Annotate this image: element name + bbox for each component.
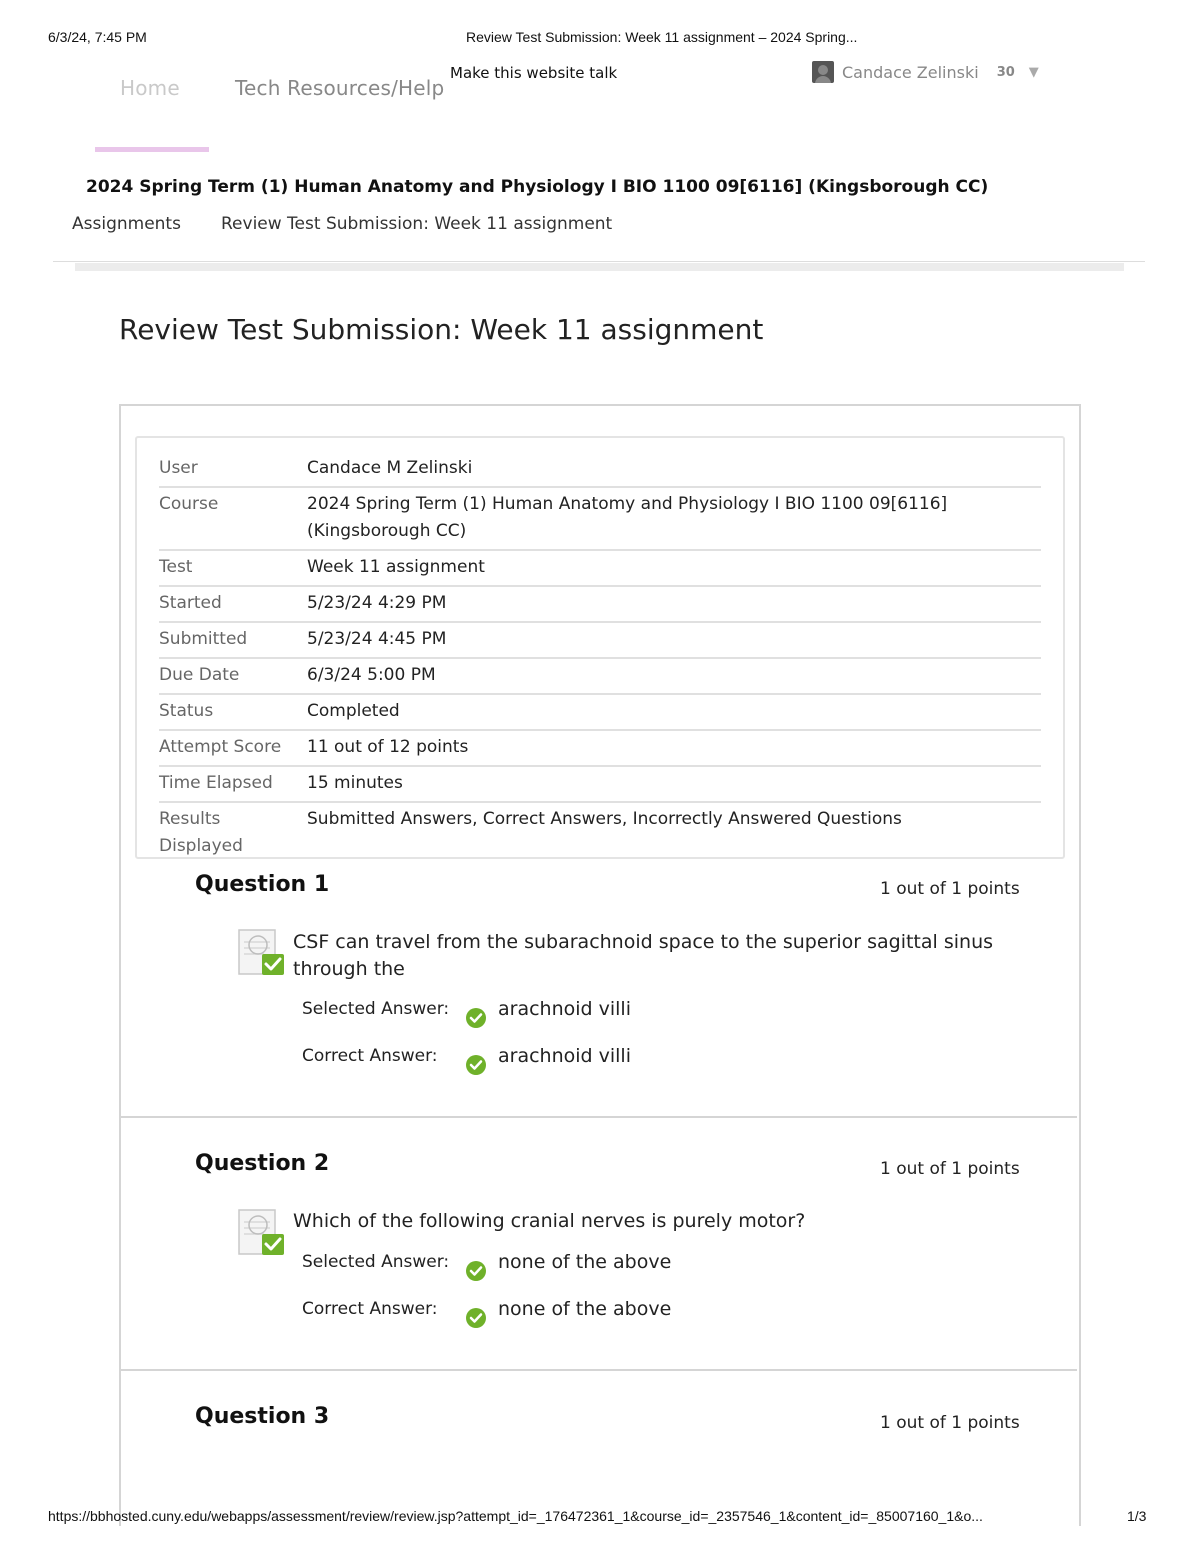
detail-value: Candace M Zelinski: [307, 458, 473, 478]
selected-answer-value: none of the above: [498, 1251, 672, 1273]
check-icon: [465, 1260, 487, 1282]
detail-row-due-date: [159, 659, 1041, 695]
content-top-bar: [75, 263, 1124, 271]
detail-row-started: [159, 587, 1041, 623]
correct-answer-label: Correct Answer:: [302, 1046, 438, 1066]
detail-label: User: [159, 458, 198, 478]
question-1-points: 1 out of 1 points: [880, 879, 1020, 899]
chevron-down-icon[interactable]: ▼: [1028, 64, 1039, 80]
question-2-points: 1 out of 1 points: [880, 1159, 1020, 1179]
detail-label: Started: [159, 593, 222, 613]
detail-row-user: [159, 452, 1041, 488]
avatar: [812, 61, 834, 83]
breadcrumb-assignments[interactable]: Assignments: [72, 214, 181, 234]
question-1-title: Question 1: [195, 872, 330, 897]
detail-label: Submitted: [159, 629, 248, 649]
selected-answer-label: Selected Answer:: [302, 999, 450, 1019]
question-1-text: CSF can travel from the subarachnoid space to the superior sagittal sinus through the: [293, 931, 994, 980]
user-menu[interactable]: [812, 61, 1039, 83]
detail-value: 2024 Spring Term (1) Human Anatomy and Physiology I BIO 1100 09[6116] (Kingsborough CC): [307, 494, 948, 541]
correct-answer-value: arachnoid villi: [498, 1045, 631, 1067]
correct-answer-value: none of the above: [498, 1298, 672, 1320]
detail-value: 11 out of 12 points: [307, 737, 469, 757]
details-table: [159, 452, 1041, 864]
header-divider: [53, 261, 1145, 262]
notification-count[interactable]: 30: [996, 64, 1015, 80]
nav-home-link[interactable]: Home: [120, 76, 180, 100]
detail-row-course: [159, 488, 1041, 551]
detail-label: Time Elapsed: [159, 773, 273, 793]
correct-question-icon: [238, 928, 286, 976]
question-2-text: Which of the following cranial nerves is purely motor?: [293, 1210, 806, 1232]
correct-answer-label: Correct Answer:: [302, 1299, 438, 1319]
detail-label: Attempt Score: [159, 737, 282, 757]
print-url: https://bbhosted.cuny.edu/webapps/assessment/review/review.jsp?attempt_id=_176472361_1&course_id=_2357546_1&content_id=_85007160_1&o...: [48, 1508, 983, 1524]
active-nav-indicator: [95, 147, 209, 152]
breadcrumb-current: Review Test Submission: Week 11 assignment: [221, 214, 613, 234]
detail-row-results-displayed: [159, 803, 1041, 864]
detail-value: 6/3/24 5:00 PM: [307, 665, 436, 685]
print-doc-title: Review Test Submission: Week 11 assignment – 2024 Spring...: [466, 29, 858, 45]
detail-label: Results Displayed: [159, 809, 243, 856]
detail-row-attempt-score: [159, 731, 1041, 767]
nav-tech-resources-link[interactable]: Tech Resources/Help: [235, 76, 445, 100]
check-icon: [465, 1007, 487, 1029]
question-2-title: Question 2: [195, 1151, 330, 1176]
detail-label: Due Date: [159, 665, 240, 685]
detail-label: Course: [159, 494, 219, 514]
selected-answer-label: Selected Answer:: [302, 1252, 450, 1272]
detail-row-submitted: [159, 623, 1041, 659]
detail-label: Test: [159, 557, 193, 577]
detail-label: Status: [159, 701, 214, 721]
print-page-number: 1/3: [1127, 1508, 1147, 1524]
print-datetime: 6/3/24, 7:45 PM: [48, 29, 147, 45]
question-3-points: 1 out of 1 points: [880, 1413, 1020, 1433]
selected-answer-value: arachnoid villi: [498, 998, 631, 1020]
check-icon: [465, 1307, 487, 1329]
make-website-talk-link[interactable]: Make this website talk: [450, 64, 618, 82]
correct-question-icon: [238, 1208, 286, 1256]
detail-value: Submitted Answers, Correct Answers, Incorrectly Answered Questions: [307, 809, 902, 829]
detail-value: 15 minutes: [307, 773, 403, 793]
submission-details: [135, 436, 1065, 859]
detail-row-test: [159, 551, 1041, 587]
detail-value: Completed: [307, 701, 400, 721]
page-title: Review Test Submission: Week 11 assignment: [119, 313, 764, 346]
detail-row-status: [159, 695, 1041, 731]
detail-row-time-elapsed: [159, 767, 1041, 803]
question-3-title: Question 3: [195, 1404, 330, 1429]
detail-value: 5/23/24 4:29 PM: [307, 593, 447, 613]
question-divider: [121, 1369, 1077, 1371]
detail-value: 5/23/24 4:45 PM: [307, 629, 447, 649]
question-divider: [121, 1116, 1077, 1118]
user-name: Candace Zelinski: [842, 62, 979, 82]
detail-value: Week 11 assignment: [307, 557, 485, 577]
course-title[interactable]: 2024 Spring Term (1) Human Anatomy and Physiology I BIO 1100 09[6116] (Kingsborough CC): [86, 177, 989, 197]
check-icon: [465, 1054, 487, 1076]
